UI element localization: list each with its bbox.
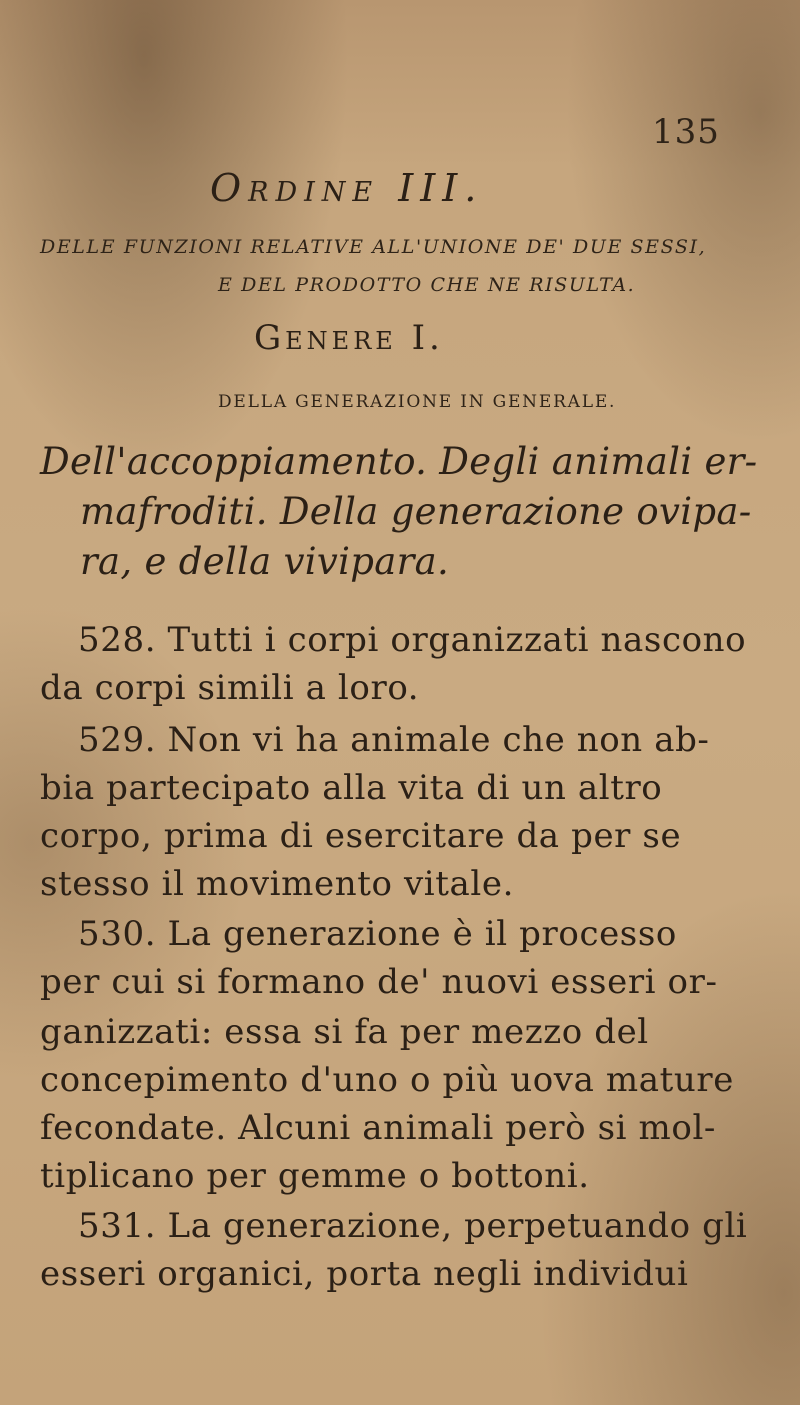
order-heading: Ordine III. <box>210 166 484 210</box>
body-line: ganizzati: essa si fa per mezzo del <box>40 1012 649 1052</box>
body-line: bia partecipato alla vita di un altro <box>40 768 663 808</box>
body-line: corpo, prima di esercitare da per se <box>40 816 682 856</box>
body-line: 528. Tutti i corpi organizzati nascono <box>78 620 747 660</box>
body-line: per cui si formano de' nuovi esseri or- <box>40 962 718 1002</box>
body-line: esseri organici, porta negli individui <box>40 1254 689 1294</box>
order-subtitle-line: DELLE FUNZIONI RELATIVE ALL'UNIONE DE' DUE SESSI, <box>40 236 707 258</box>
body-line: 530. La generazione è il processo <box>78 914 677 954</box>
summary-line: ra, e della vivipara. <box>80 540 450 583</box>
body-line: stesso il movimento vitale. <box>40 864 514 904</box>
genus-heading: Genere I. <box>254 318 444 358</box>
body-line: 531. La generazione, perpetuando gli <box>78 1206 748 1246</box>
summary-line: Dell'accoppiamento. Degli animali er- <box>40 440 758 483</box>
order-subtitle-line: E DEL PRODOTTO CHE NE RISULTA. <box>218 274 636 296</box>
body-line: fecondate. Alcuni animali però si mol- <box>40 1108 717 1148</box>
section-title: DELLA GENERAZIONE IN GENERALE. <box>218 392 617 412</box>
body-line: da corpi simili a loro. <box>40 668 420 708</box>
body-line: 529. Non vi ha animale che non ab- <box>78 720 710 760</box>
body-line: concepimento d'uno o più uova mature <box>40 1060 734 1100</box>
summary-line: mafroditi. Della generazione ovipa- <box>80 490 752 533</box>
page-number: 135 <box>652 112 720 152</box>
body-line: tiplicano per gemme o bottoni. <box>40 1156 590 1196</box>
